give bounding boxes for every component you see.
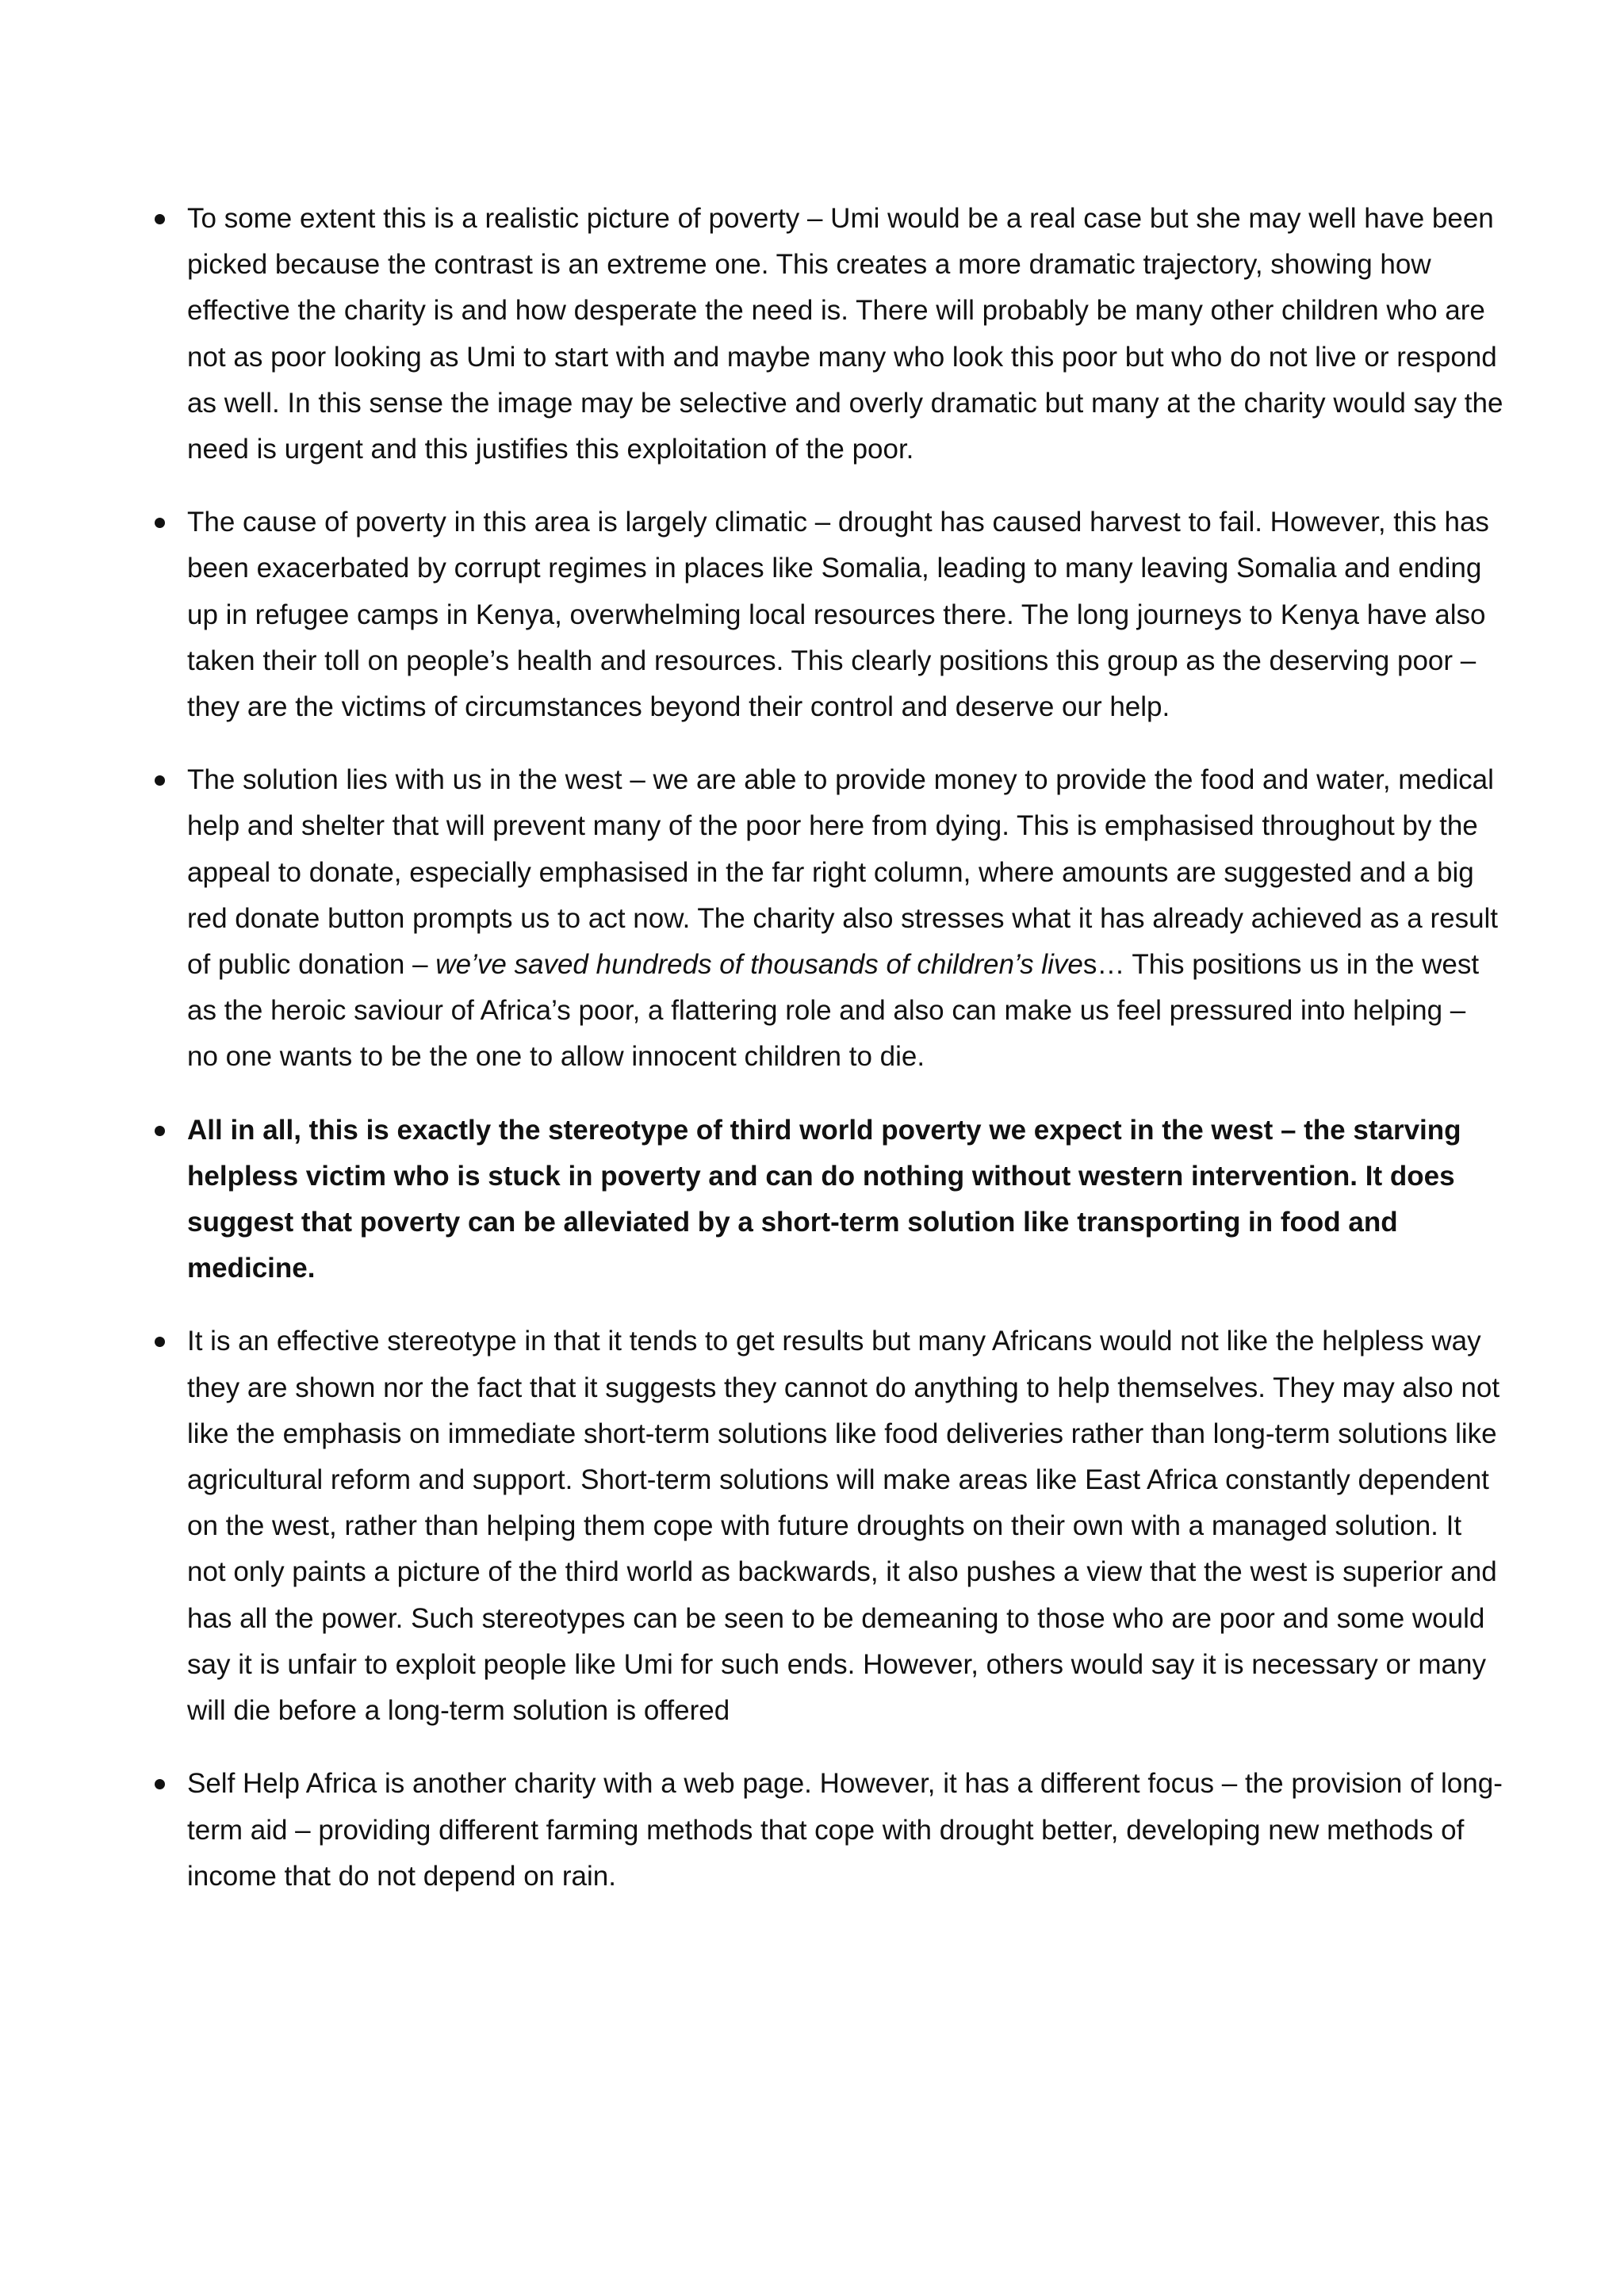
bullet-text-before: The solution lies with us in the west – we are able to provide money to provide the food and water, medical help and shelter that will prevent many of the poor here from dying. This is emphasised throughout by the appeal to donate, especially emphasised in the far right column, where amounts are suggested and a big red donate button prompts us to act now. The charity also stresses what it has already achieved as a result of public donation – xyxy=(187,764,1499,981)
bullet-dot-icon xyxy=(155,775,165,786)
bullet-dot-icon xyxy=(155,518,165,528)
bullet-dot-icon xyxy=(155,214,165,224)
bullet-text-after: s… This positions us in the west as the heroic saviour of Africa’s poor, a flattering role and also can make us feel pressured into helping – no one wants to be the one to allow innocent children to die. xyxy=(187,949,1480,1073)
bullet-text: Self Help Africa is another charity with a web page. However, it has a different focus – the provision of long-term aid – providing different farming methods that cope with drought better, developing new methods of income that do not depend on rain. xyxy=(187,1768,1503,1892)
bullet-text: It is an effective stereotype in that it tends to get results but many Africans would not like the helpless way they are shown nor the fact that it suggests they cannot do anything to help themselves. They may also not like the emphasis on immediate short-term solutions like food deliveries rather than long-term solutions like agricultural reform and support. Short-term solutions will make areas like East Africa constantly dependent on the west, rather than helping them cope with future droughts on their own with a managed solution. It not only paints a picture of the third world as backwards, it also pushes a view that the west is superior and has all the power. Such stereotypes can be seen to be demeaning to those who are poor and some would say it is unfair to exploit people like Umi for such ends. However, others would say it is necessary or many will die before a long-term solution is offered xyxy=(187,1326,1500,1727)
bullet-dot-icon xyxy=(155,1126,165,1136)
bullet-item-realistic-picture xyxy=(187,196,1503,473)
bullet-text xyxy=(187,757,1503,1080)
bullet-text: To some extent this is a realistic picture of poverty – Umi would be a real case but she may well have been picked because the contrast is an extreme one. This creates a more dramatic trajectory, showing how effective the charity is and how desperate the need is. There will probably be many other children who are not as poor looking as Umi to start with and maybe many who look this poor but who do not live or respond as well. In this sense the image may be selective and overly dramatic but many at the charity would say the need is urgent and this justifies this exploitation of the poor. xyxy=(187,203,1503,465)
bullet-item-effective-stereotype xyxy=(187,1318,1503,1734)
bullet-item-cause-of-poverty xyxy=(187,499,1503,730)
bullet-item-stereotype-summary xyxy=(187,1108,1503,1292)
bullet-text-italic-quote: we’ve saved hundreds of thousands of children’s live xyxy=(435,949,1083,981)
bullet-dot-icon xyxy=(155,1779,165,1789)
bullet-item-solution-west xyxy=(187,757,1503,1080)
bullet-list xyxy=(0,196,1624,1900)
bullet-dot-icon xyxy=(155,1337,165,1347)
bullet-text: All in all, this is exactly the stereotype of third world poverty we expect in the west – the starving helpless victim who is stuck in poverty and can do nothing without western intervention. It does suggest that poverty can be alleviated by a short-term solution like transporting in food and medicine. xyxy=(187,1114,1461,1284)
bullet-item-self-help-africa xyxy=(187,1761,1503,1900)
bullet-text: The cause of poverty in this area is largely climatic – drought has caused harvest to fail. However, this has been exacerbated by corrupt regimes in places like Somalia, leading to many leaving Somalia and ending up in refugee camps in Kenya, overwhelming local resources there. The long journeys to Kenya have also taken their toll on people’s health and resources. This clearly positions this group as the deserving poor – they are the victims of circumstances beyond their control and deserve our help. xyxy=(187,507,1489,723)
